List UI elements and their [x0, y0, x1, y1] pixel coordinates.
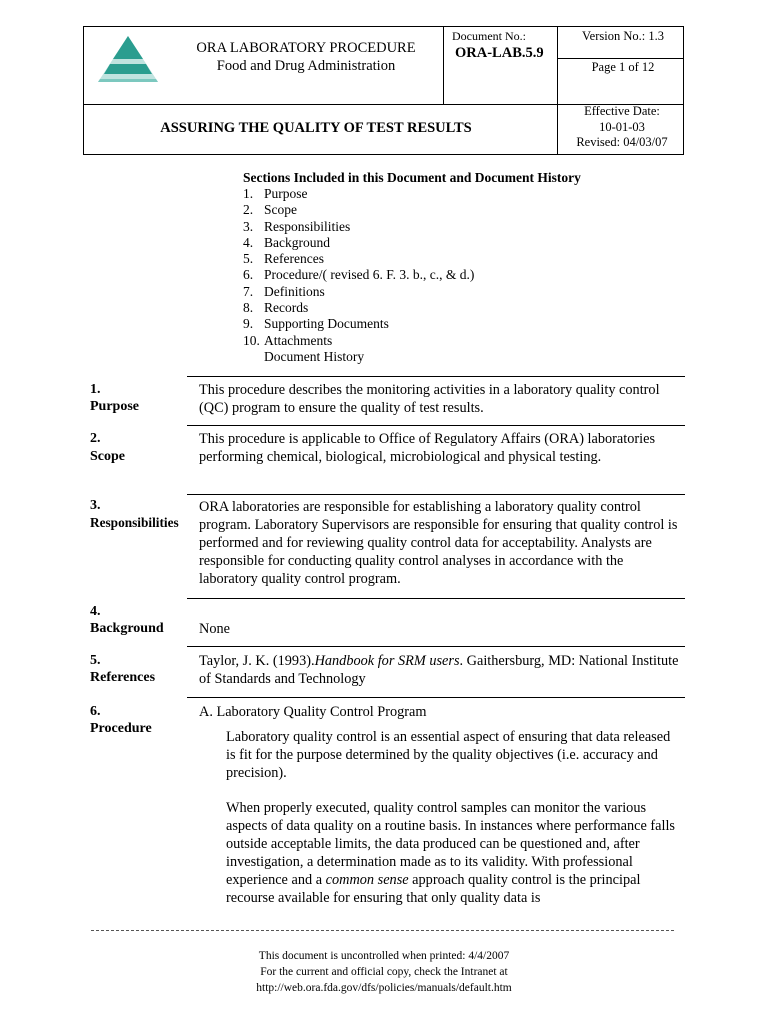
org-name: ORA LABORATORY PROCEDURE [196, 40, 416, 56]
background-text: None [199, 621, 230, 637]
page-indicator: Page 1 of 12 [591, 60, 655, 74]
procedure-paragraph: When properly executed, quality control samples can monitor the various aspects of data quality on a routine basis. In instances where performance falls outside acceptable limits, the data produced can be questioned and, after investigation, a determination made as to its validity. With professional experience and a common sense approach quality control is the principal recourse available for ensuring that only quality data is [226, 800, 675, 906]
responsibilities-heading: Responsibilities [90, 515, 179, 530]
footer-rule [91, 930, 674, 931]
header-divider [443, 26, 444, 104]
procedure-paragraph: Laboratory quality control is an essential aspect of ensuring that data released is fit for the purpose determined by the quality objectives (i.e. accuracy and precision). [226, 729, 671, 781]
list-item: 1. Purpose [243, 186, 308, 201]
footer-uncontrolled-note: This document is uncontrolled when printed: 4/4/2007 [258, 950, 510, 962]
references-number: 5. [90, 653, 101, 668]
document-title: ASSURING THE QUALITY OF TEST RESULTS [160, 120, 472, 136]
list-item: Document History [264, 348, 365, 364]
scope-text: This procedure is applicable to Office of Regulatory Affairs (ORA) laboratories performing chemical, biological, microbiological and physical testing. [199, 431, 656, 465]
list-item: 8. Records [243, 300, 309, 316]
agency-name: Food and Drug Administration [216, 58, 396, 74]
section-rule [187, 598, 685, 599]
list-item: 9. Supporting Documents [243, 316, 389, 332]
purpose-heading: Purpose [90, 399, 139, 414]
footer-url: http://web.ora.fda.gov/dfs/policies/manuals/default.htm [256, 982, 512, 994]
list-item: 6. Procedure/( revised 6. F. 3. b., c., & d.) [243, 267, 475, 283]
footer-intranet-note: For the current and official copy, check the Intranet at [260, 966, 508, 978]
section-rule [187, 646, 685, 647]
responsibilities-text: ORA laboratories are responsible for establishing a laboratory quality control program. Laboratory Supervisors are responsible for ensuring that quality control is performed and for reviewing quality control data for acceptability. Analysts are responsible for conducting quality control analyses in accordance with the laboratory quality control program. [199, 499, 678, 587]
scope-number: 2. [90, 431, 101, 446]
header-divider [557, 26, 558, 155]
references-text: Taylor, J. K. (1993).Handbook for SRM users. Gaithersburg, MD: National Institute of Standards and Technology [199, 653, 679, 687]
document-number: ORA-LAB.5.9 [455, 45, 544, 61]
effective-date: 10-01-03 [599, 119, 645, 134]
effective-date-label: Effective Date: [584, 104, 660, 118]
purpose-text: This procedure describes the monitoring activities in a laboratory quality control (QC) program to ensure the quality of test results. [199, 382, 660, 416]
responsibilities-number: 3. [90, 498, 101, 513]
procedure-subheading: A. Laboratory Quality Control Program [199, 704, 427, 720]
procedure-heading: Procedure [90, 721, 152, 736]
section-rule [187, 494, 685, 495]
section-rule [187, 425, 685, 426]
list-item: 2. Scope [243, 202, 297, 218]
list-item: 10. Attachments [243, 332, 333, 348]
list-item: 3. Responsibilities [243, 218, 351, 234]
background-heading: Background [90, 621, 164, 636]
list-item: 7. Definitions [243, 283, 325, 299]
version-number: Version No.: 1.3 [582, 29, 664, 43]
fda-logo [96, 34, 160, 86]
section-rule [187, 697, 685, 698]
procedure-number: 6. [90, 704, 101, 719]
document-number-label: Document No.: [452, 29, 526, 43]
list-item: 4. Background [243, 234, 330, 250]
references-heading: References [90, 670, 156, 685]
sections-list [243, 186, 474, 365]
revised-date: Revised: 04/03/07 [576, 135, 668, 149]
purpose-number: 1. [90, 382, 101, 397]
background-number: 4. [90, 604, 101, 619]
sections-heading: Sections Included in this Document and Document History [243, 170, 581, 185]
section-rule [187, 376, 685, 377]
header-divider [557, 58, 684, 59]
scope-heading: Scope [90, 449, 125, 464]
effective-date-block [562, 104, 682, 151]
list-item: 5. References [243, 251, 324, 267]
